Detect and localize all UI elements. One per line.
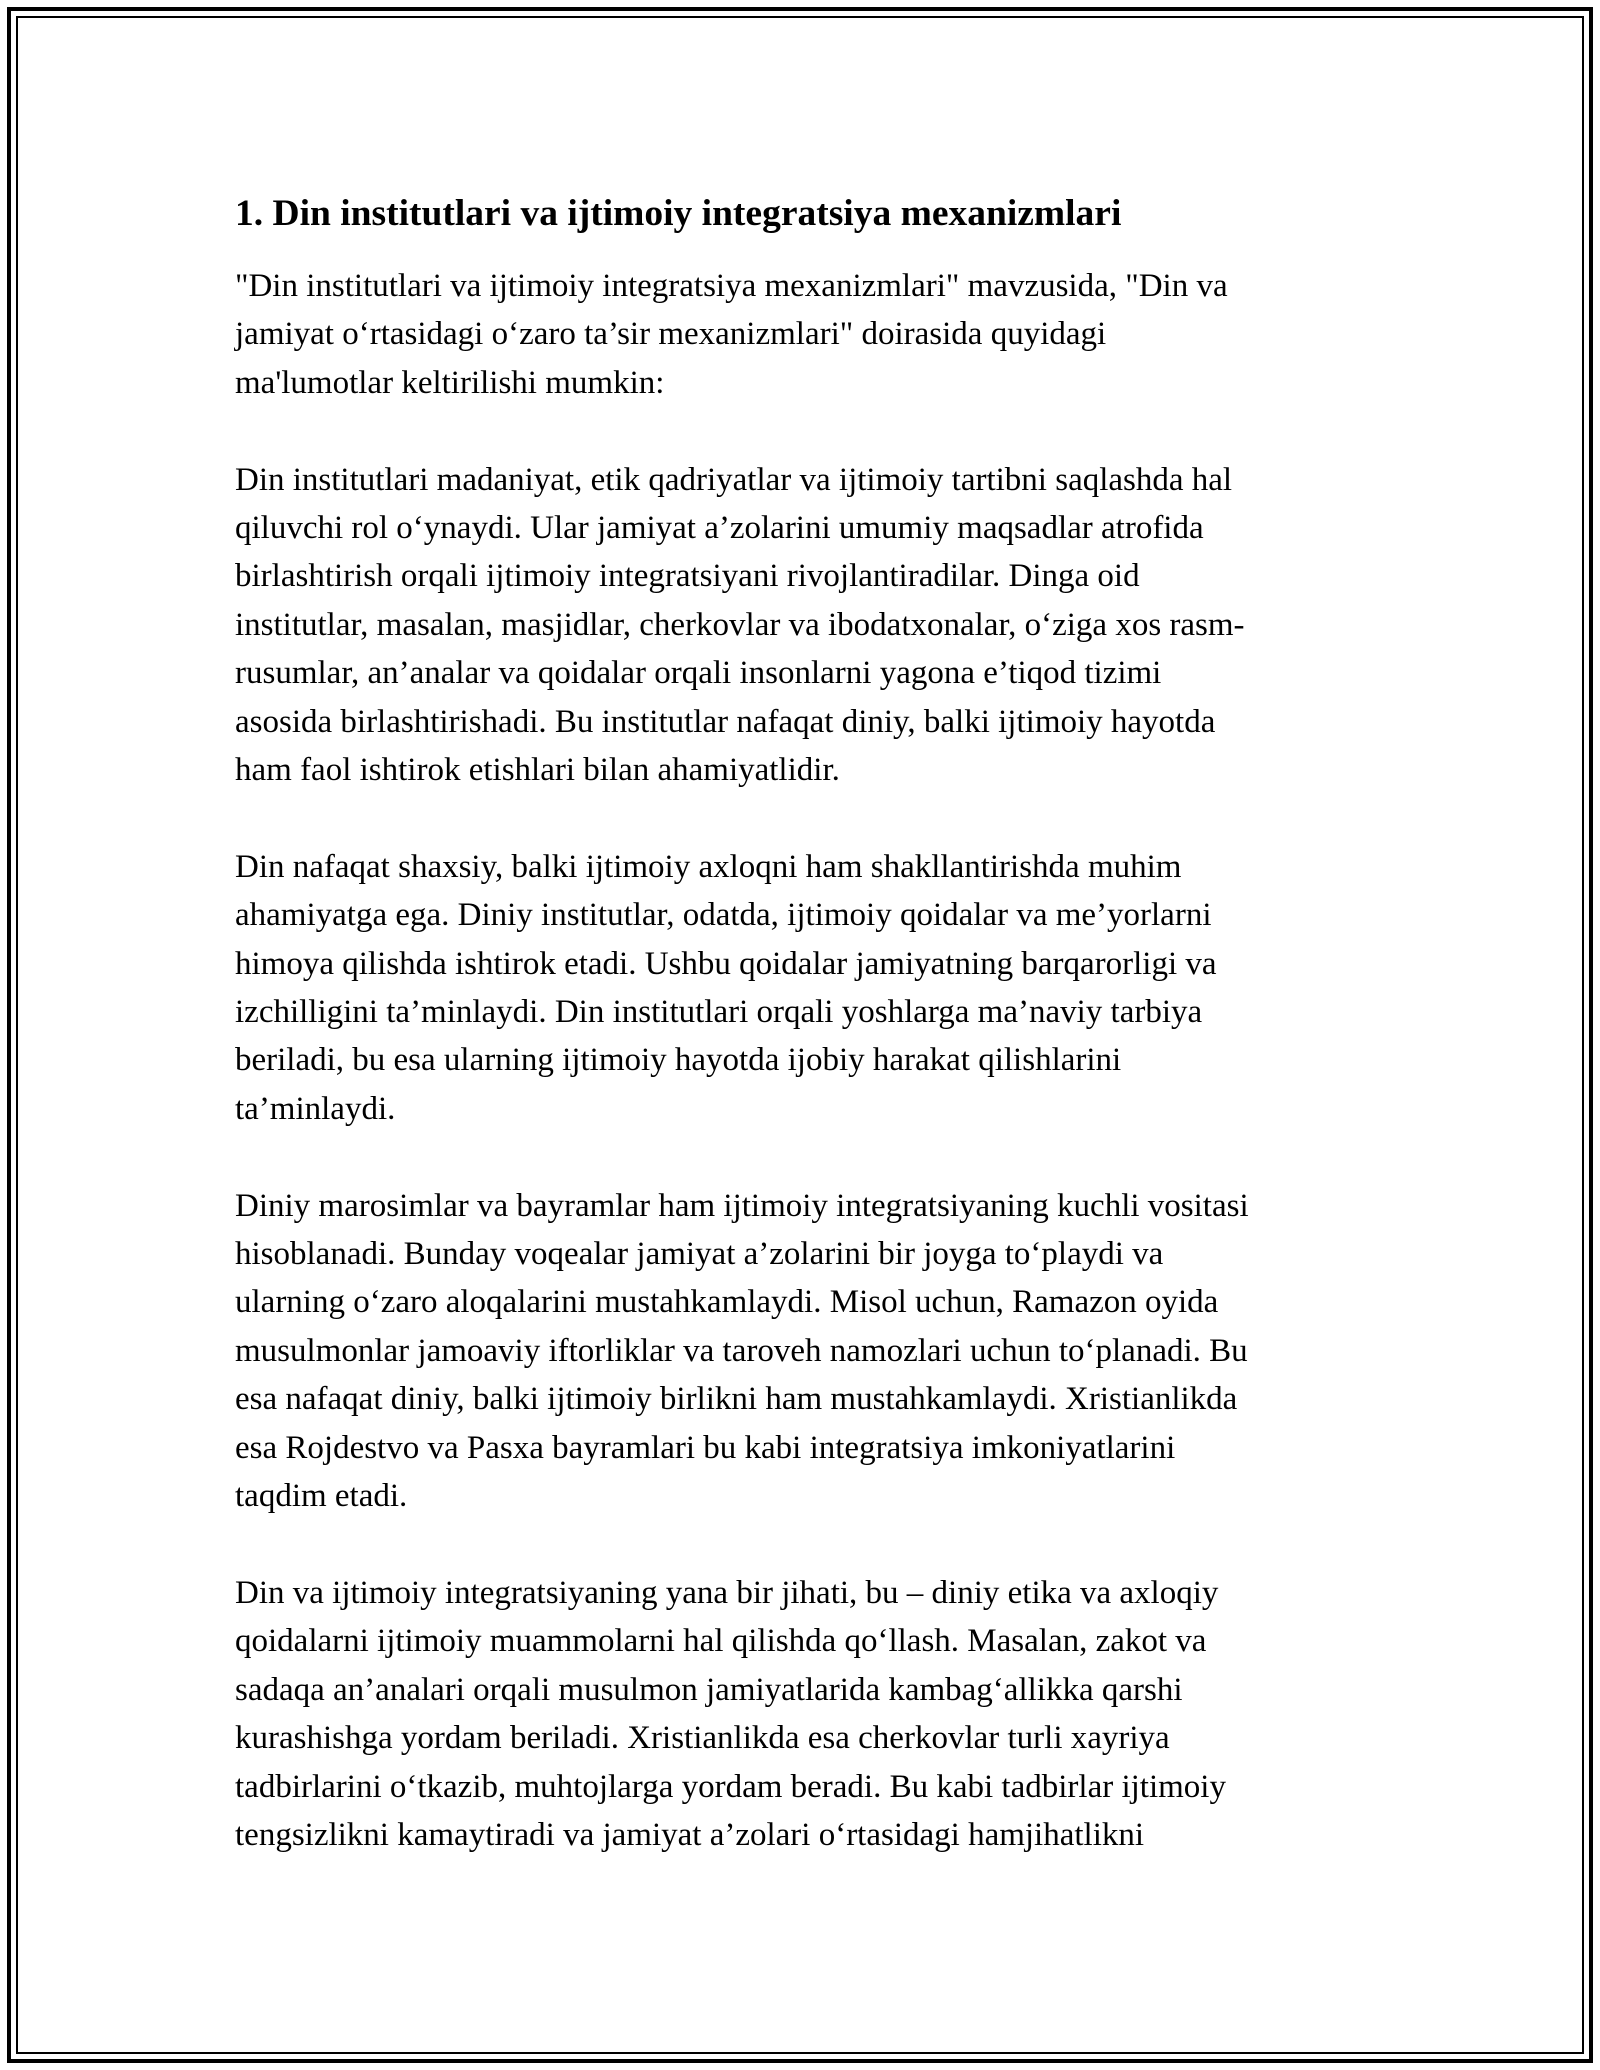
text-line: sadaqa an’analari orqali musulmon jamiyatlarida kambag‘allikka qarshi — [235, 1671, 1183, 1708]
text-line: ahamiyatga ega. Diniy institutlar, odatda, ijtimoiy qoidalar va me’yorlarni — [235, 897, 1212, 934]
text-line: ularning o‘zaro aloqalarini mustahkamlaydi. Misol uchun, Ramazon oyida — [235, 1284, 1219, 1321]
text-line: beriladi, bu esa ularning ijtimoiy hayotda ijobiy harakat qilishlarini — [235, 1042, 1122, 1079]
text-line: taqdim etadi. — [235, 1478, 408, 1515]
text-line: "Din institutlari va ijtimoiy integratsiya mexanizmlari" mavzusida, "Din va — [235, 268, 1228, 304]
text-line: Din nafaqat shaxsiy, balki ijtimoiy axloqni ham shakllantirishda muhim — [235, 848, 1182, 885]
text-line: esa nafaqat diniy, balki ijtimoiy birlikni ham mustahkamlaydi. Xristianlikda — [235, 1381, 1238, 1418]
text-line: esa Rojdestvo va Pasxa bayramlari bu kabi integratsiya imkoniyatlarini — [235, 1429, 1176, 1466]
text-line: tadbirlarini o‘tkazib, muhtojlarga yordam beradi. Bu kabi tadbirlar ijtimoiy — [235, 1768, 1226, 1805]
paragraph-ethics — [235, 1569, 1375, 1859]
text-line: Diniy marosimlar va bayramlar ham ijtimoiy integratsiyaning kuchli vositasi — [235, 1187, 1249, 1224]
text-line: institutlar, masalan, masjidlar, cherkovlar va ibodatxonalar, o‘ziga xos rasm- — [235, 606, 1245, 643]
text-line: ma'lumotlar keltirilishi mumkin: — [235, 364, 665, 401]
text-line: asosida birlashtirishadi. Bu institutlar nafaqat diniy, balki ijtimoiy hayotda — [235, 703, 1216, 740]
text-line: qiluvchi rol o‘ynaydi. Ular jamiyat a’zolarini umumiy maqsadlar atrofida — [235, 510, 1204, 547]
paragraph-institutions — [235, 456, 1375, 795]
text-line: birlashtirish orqali ijtimoiy integratsiyani rivojlantiradilar. Dinga oid — [235, 558, 1140, 595]
document-body — [235, 186, 1375, 1908]
text-line: Din va ijtimoiy integratsiyaning yana bir jihati, bu – diniy etika va axloqiy — [235, 1574, 1219, 1611]
text-line: qoidalarni ijtimoiy muammolarni hal qilishda qo‘llash. Masalan, zakot va — [235, 1623, 1207, 1660]
paragraph-intro — [235, 262, 1375, 407]
text-line: musulmonlar jamoaviy iftorliklar va taroveh namozlari uchun to‘planadi. Bu — [235, 1332, 1248, 1369]
text-line: tengsizlikni kamaytiradi va jamiyat a’zolari o‘rtasidagi hamjihatlikni — [235, 1816, 1145, 1853]
paragraph-ceremonies — [235, 1182, 1375, 1521]
text-line: ta’minlaydi. — [235, 1090, 396, 1127]
text-line: Din institutlari madaniyat, etik qadriyatlar va ijtimoiy tartibni saqlashda hal — [235, 461, 1233, 498]
section-heading: 1. Din institutlari va ijtimoiy integratsiya mexanizmlari — [235, 193, 1122, 234]
text-line: ham faol ishtirok etishlari bilan ahamiyatlidir. — [235, 752, 840, 789]
text-line: kurashishga yordam beriladi. Xristianlikda esa cherkovlar turli xayriya — [235, 1720, 1170, 1757]
text-line: rusumlar, an’analar va qoidalar orqali insonlarni yagona e’tiqod tizimi — [235, 655, 1162, 692]
text-line: izchilligini ta’minlaydi. Din institutlari orqali yoshlarga ma’naviy tarbiya — [235, 994, 1203, 1031]
paragraph-morality — [235, 843, 1375, 1133]
text-line: jamiyat o‘rtasidagi o‘zaro ta’sir mexanizmlari" doirasida quyidagi — [235, 316, 1107, 353]
text-line: himoya qilishda ishtirok etadi. Ushbu qoidalar jamiyatning barqarorligi va — [235, 945, 1217, 982]
text-line: hisoblanadi. Bunday voqealar jamiyat a’zolarini bir joyga to‘playdi va — [235, 1236, 1164, 1273]
